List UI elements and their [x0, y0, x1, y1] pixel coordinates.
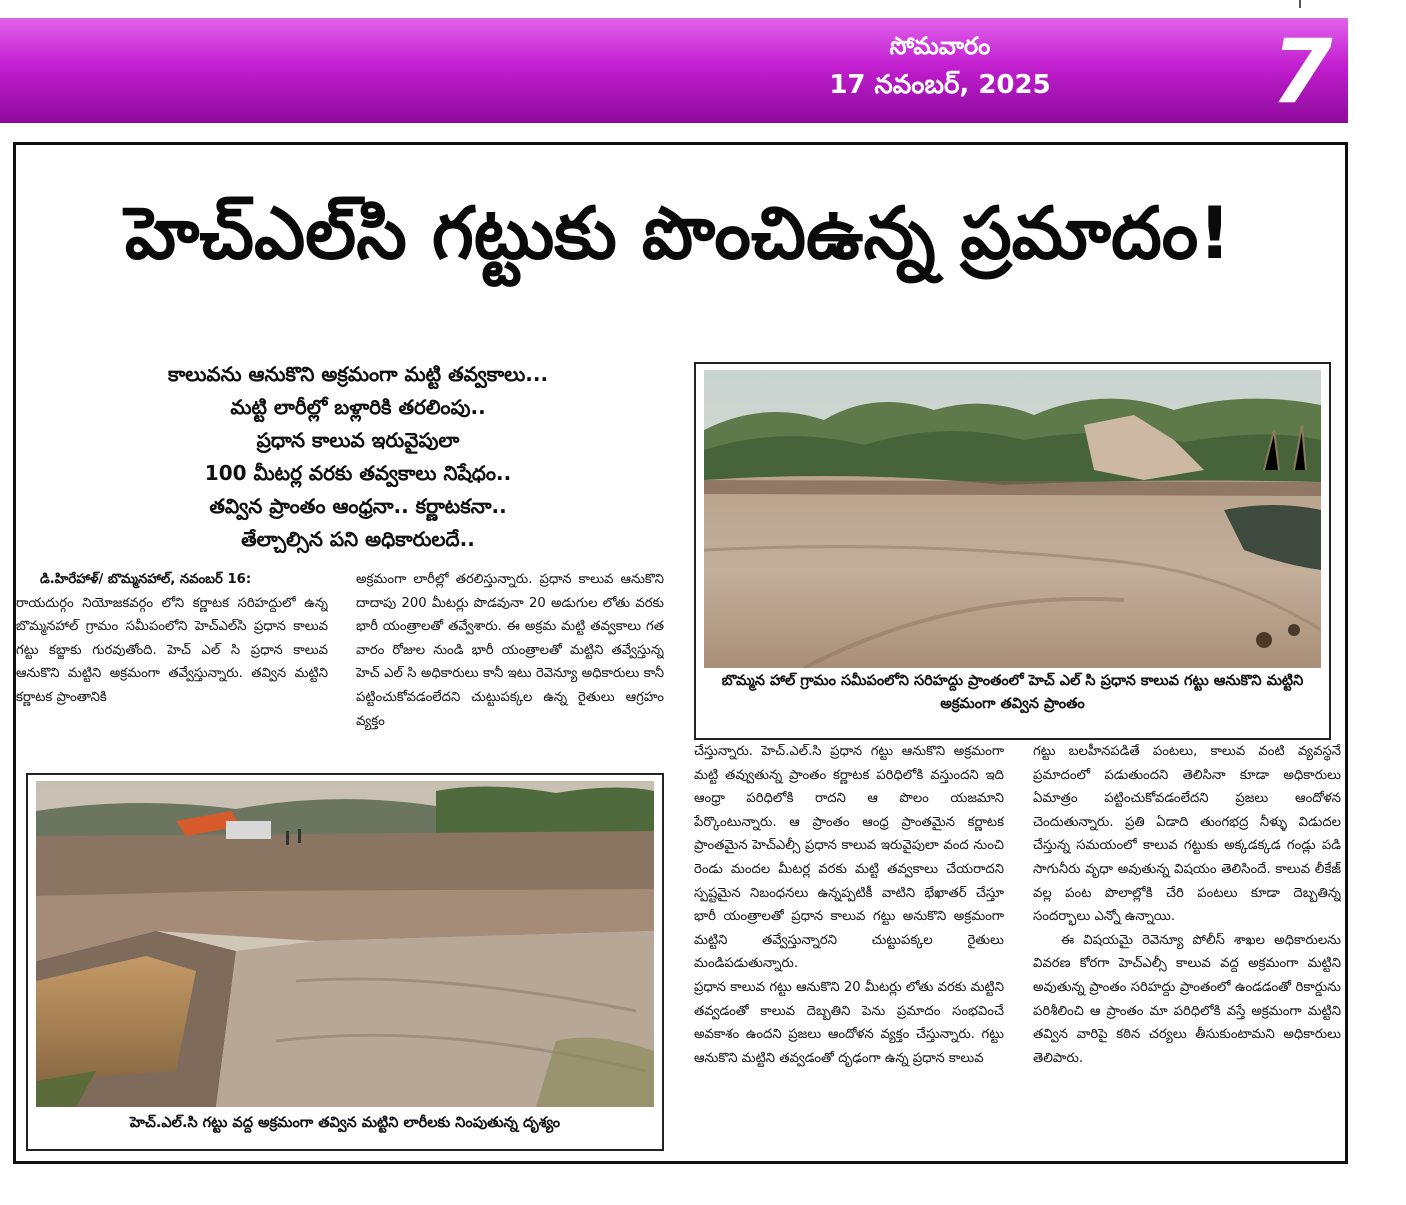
- crop-mark: [1299, 0, 1301, 8]
- subheadline: కాలువను ఆనుకొని అక్రమంగా మట్టి తవ్వకాలు...: [167, 362, 549, 386]
- photo-2-image: [36, 781, 654, 1107]
- top-strip: [0, 0, 1406, 18]
- column-4-paragraph-1: గట్టు బలహీనపడితే పంటలు, కాలువ వంటి వ్యవస్థనే ప్రమాదంలో పడుతుందని తెలిసినా కూడా అధికారులు ఏమాత్రం పట్టించుకోవడంలేదని ప్రజలు ఆందోళన చెందుతున్నారు. ప్రతి ఏడాది తుంగభద్ర నీళ్ళు విడుదల చేస్తున్న సమయంలో కాలువ గట్టుకు అక్కడక్కడ గండ్లు పడి సాగునీరు వృధా అవుతున్న విషయం తెలిసిందే. కాలువ లీకేజ్ వల్ల పంట పొలాల్లోకి చేరి పంటలు కూడా దెబ్బతిన్న సందర్భాలు ఎన్నో ఉన్నాయి.: [1033, 744, 1341, 925]
- column-3-paragraph-2: ప్రధాన కాలువ గట్టు ఆనుకొని 20 మీటర్లు లోతు వరకు మట్టిని తవ్వడంతో కాలువ దెబ్బతిని పెను ప్రమాదం సంభవించే అవకాశం ఉందని ప్రజలు ఆందోళన వ్యక్తం చేస్తున్నారు. గట్టు ఆనుకొని మట్టిని తవ్వడంతో దృఢంగా ఉన్న ప్రధాన కాలువ: [694, 979, 1004, 1066]
- column-1-text: రాయదుర్గం నియోజకవర్గం లోని కర్ణాటక సరిహద్దులో ఉన్న బొమ్మనహాల్ గ్రామం సమీపంలోని హెచ్‌ఎల్‌సి ప్రధాన కాలువ గట్టు కబ్జాకు గురవుతోంది. హెచ్ ఎల్ సి ప్రధాన కాలువ ఆనుకొని మట్టిని అక్రమంగా తవ్వేస్తున్నారు. తవ్విన మట్టిని కర్ణాటక ప్రాంతానికి: [16, 595, 328, 705]
- subheadline: తవ్విన ప్రాంతం ఆంధ్రనా.. కర్ణాటకనా..: [209, 494, 507, 518]
- photo-canal-excavation: [704, 370, 1321, 668]
- subheadline: తేల్చాల్సిన పని అధికారులదే..: [241, 527, 475, 551]
- dateline: డి.హిరేహాళ్/ బొమ్మనహాల్, నవంబర్ 16:: [40, 572, 252, 587]
- next-article-teaser-strip: [0, 1162, 1406, 1205]
- masthead-date: 17 నవంబర్, 2025: [829, 70, 1051, 100]
- article-column-3: [694, 740, 1004, 1150]
- masthead-banner: [0, 18, 1348, 123]
- photo-1-box: [694, 362, 1331, 740]
- photo-2-box: [26, 773, 664, 1151]
- article-column-2: [356, 568, 664, 758]
- masthead-day: సోమవారం: [889, 32, 991, 60]
- column-4-paragraph-2: ఈ విషయమై రెవెన్యూ పోలీస్ శాఖల అధికారులను వివరణ కోరగా హెచ్‌ఎల్సీ కాలువ వద్ద అక్రమంగా మట్టిని అవుతున్న ప్రాంతం సరిహద్దు ప్రాంతంలో ఉండడంతో రికార్డును పరిశీలించి ఆ ప్రాంతం మా పరిధిలోకి వస్తే అక్రమంగా మట్టిని తవ్విన వారిపై కఠిన చర్యలు తీసుకుంటామని అధికారులు తెలిపారు.: [1033, 932, 1341, 1066]
- page-number: 7: [1271, 20, 1333, 123]
- column-2-text: అక్రమంగా లారీల్లో తరలిస్తున్నారు. ప్రధాన కాలువ ఆనుకొని దాదాపు 200 మీటర్లు పొడవునా 20 అడుగుల లోతు వరకు భారీ యంత్రాలతో తవ్వేశారు. ఈ అక్రమ మట్టి తవ్వకాలు గత వారం రోజుల నుండి భారీ యంత్రాలతో మట్టిని తవ్వేస్తున్న హెచ్ ఎల్ సి అధికారులు కానీ ఇటు రెవెన్యూ అధికారులు కానీ పట్టించుకోవడంలేదని చుట్టుపక్కల ఉన్న రైతులు ఆగ్రహం వ్యక్తం: [356, 572, 664, 729]
- photo-2-caption: హెచ్.ఎల్.సి గట్టు వద్ద అక్రమంగా తవ్విన మట్టిని లారీలకు నింపుతున్న దృశ్యం: [129, 1115, 561, 1131]
- article-column-4: [1033, 740, 1341, 1150]
- photo-soil-loading: [36, 781, 654, 1107]
- article-column-1: [16, 568, 328, 758]
- subheadline: మట్టి లారీల్లో బళ్లారికి తరలింపు..: [230, 395, 486, 419]
- photo-1-caption: బొమ్మన హాల్ గ్రామం సమీపంలోని సరిహద్దు ప్రాంతంలో హెచ్ ఎల్ సి ప్రధాన కాలువ గట్టు ఆనుకొని మట్టిని అక్రమంగా తవ్విన ప్రాంతం: [721, 673, 1304, 712]
- subheadline: ప్రధాన కాలువ ఇరువైపులా: [256, 428, 460, 452]
- column-3-paragraph-1: చేస్తున్నారు. హెచ్.ఎల్.సి ప్రధాన గట్టు ఆనుకొని అక్రమంగా మట్టి తవ్వుతున్న ప్రాంతం కర్ణాటక పరిధిలోకి వస్తుందని ఇది ఆంధ్రా పరిధిలోకి రాదని ఆ పొలం యజమాని పేర్కొంటున్నారు. ఆ ప్రాంతం ఆంధ్ర ప్రాంతమైన కర్ణాటక ప్రాంతమైన హెచ్‌ఎల్సీ ప్రధాన కాలువ ఇరువైపులా వంద నుంచి రెండు మందల మీటర్ల వరకు మట్టి తవ్వకాలు చేయరాదని స్పష్టమైన నిబంధనలు ఉన్నప్పటికీ వాటిని భేఖాతర్ చేస్తూ భారీ యంత్రాలతో ప్రధాన కాలువ గట్టు అనుకొని అక్రమంగా మట్టిని తవ్వేస్తున్నారని చుట్టుపక్కల రైతులు మండిపడుతున్నారు.: [694, 744, 1004, 972]
- photo-1-image: [704, 370, 1321, 668]
- subheadline: 100 మీటర్ల వరకు తవ్వకాలు నిషేధం..: [204, 461, 512, 485]
- headline: హెచ్‌ఎల్‌సి గట్టుకు పొంచిఉన్న ప్రమాదం!: [124, 191, 1232, 275]
- subheadlines: [30, 358, 686, 556]
